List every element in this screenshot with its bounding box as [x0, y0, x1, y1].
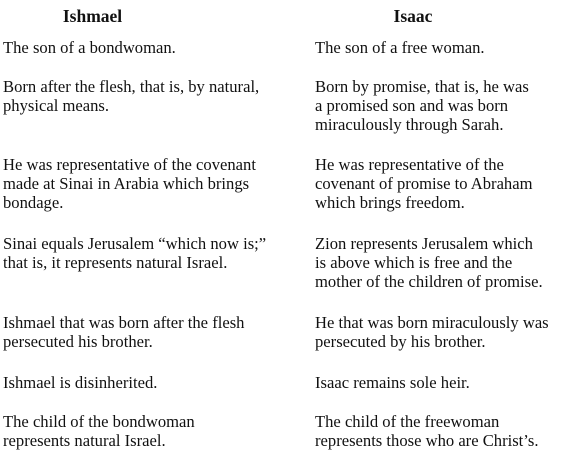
text-line: represents those who are Christ’s. [315, 431, 539, 450]
text-line: Ishmael that was born after the flesh [3, 313, 245, 332]
text-line: which brings freedom. [315, 193, 465, 212]
text-line: The son of a bondwoman. [3, 38, 176, 57]
text-line: He that was born miraculously was [315, 313, 549, 332]
text-line: Sinai equals Jerusalem “which now is;” [3, 234, 267, 253]
text-line: Ishmael is disinherited. [3, 373, 158, 392]
text-line: Born after the flesh, that is, by natural, [3, 77, 260, 96]
text-line: is above which is free and the [315, 253, 513, 272]
text-line: The child of the freewoman [315, 412, 500, 431]
text-line: He was representative of the covenant [3, 155, 256, 174]
text-line: a promised son and was born [315, 96, 509, 115]
row-5-isaac [315, 313, 573, 351]
text-line: made at Sinai in Arabia which brings [3, 174, 250, 193]
row-2-isaac [315, 77, 573, 134]
row-1-isaac [315, 38, 573, 57]
text-line: physical means. [3, 96, 109, 115]
text-line: The child of the bondwoman [3, 412, 195, 431]
text-line: represents natural Israel. [3, 431, 166, 450]
row-6-ishmael [3, 373, 293, 392]
row-3-ishmael [3, 155, 293, 212]
row-5-ishmael [3, 313, 293, 351]
text-line: Born by promise, that is, he was [315, 77, 529, 96]
text-line: He was representative of the [315, 155, 504, 174]
text-line: The son of a free woman. [315, 38, 485, 57]
row-7-isaac [315, 412, 573, 450]
text-line: persecuted by his brother. [315, 332, 486, 351]
text-line: covenant of promise to Abraham [315, 174, 533, 193]
column-header-isaac: Isaac [393, 6, 433, 26]
row-6-isaac [315, 373, 573, 392]
row-1-ishmael [3, 38, 293, 57]
row-7-ishmael [3, 412, 293, 450]
text-line: Isaac remains sole heir. [315, 373, 470, 392]
row-2-ishmael [3, 77, 293, 115]
row-4-ishmael [3, 234, 293, 272]
text-line: Zion represents Jerusalem which [315, 234, 533, 253]
row-3-isaac [315, 155, 573, 212]
text-line: that is, it represents natural Israel. [3, 253, 228, 272]
text-line: mother of the children of promise. [315, 272, 543, 291]
column-header-ishmael: Ishmael [62, 6, 123, 26]
row-4-isaac [315, 234, 573, 291]
text-line: persecuted his brother. [3, 332, 153, 351]
text-line: miraculously through Sarah. [315, 115, 504, 134]
text-line: bondage. [3, 193, 64, 212]
